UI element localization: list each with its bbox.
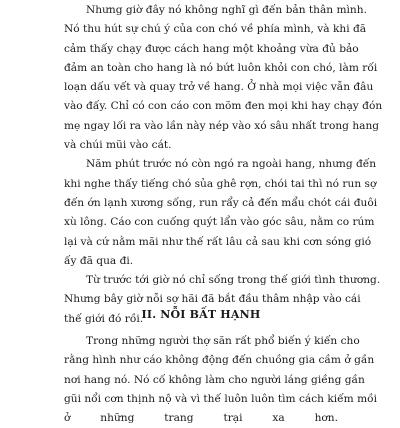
text-line: thế giới đó rồi.	[64, 312, 144, 325]
text-line: Từ trước tới giờ nó chỉ sống trong thế giới tình thương.	[86, 274, 381, 287]
chapter-text-part-1	[64, 1, 383, 329]
text-line: lại và cứ nằm mãi như thế rất lâu cả sau khi cơn sóng gió	[64, 235, 372, 248]
text-line: gũi nổi cơn thịnh nộ và vì thế luôn luôn tìm cách kiếm mồi	[64, 392, 377, 405]
text-line: cảm thấy chạy được cách hang một khoảng vừa đủ bảo	[64, 42, 359, 55]
text-line: nơi hang nó. Nó cố không làm cho người láng giềng gần	[64, 373, 365, 386]
text-line: Nó thu hút sự chú ý của con chó về phía mình, và khi đã	[64, 23, 367, 36]
text-line: vào đấy. Chỉ có con cáo con mõm đen mọi khi hay chạy đón	[64, 100, 383, 113]
text-line: khi nghe thấy tiếng chó sủa ghê rợn, chói tai thì nó run sợ	[64, 177, 377, 190]
text-line: đến ớn lạnh xương sống, run rẩy cả đến mẩu chót cái đuôi	[64, 196, 378, 209]
section-heading: II. NỖI BẤT HẠNH	[141, 308, 261, 321]
text-line: Năm phút trước nó còn ngó ra ngoài hang, nhưng đến	[86, 158, 377, 171]
text-line: ở những trang trại xa hơn.	[64, 412, 338, 425]
text-line: ấy đã qua đi.	[64, 254, 134, 267]
text-line: xù lông. Cáo con cuống quýt lẩn vào góc sâu, nằm co rúm	[64, 216, 375, 229]
text-line: mẹ ngay lối ra vào lần này nép vào xó sâu nhất trong hang	[64, 119, 380, 132]
text-line: loạn dấu vết và quay trở về hang. Ở nhà mọi việc vẫn đâu	[64, 81, 374, 94]
text-line: Nhưng bây giờ nỗi sợ hãi đã bắt đầu thâm nhập vào cái	[64, 293, 361, 306]
text-line: đảm an toàn cho hang là nó bứt luôn khỏi con chó, làm rối	[64, 61, 378, 74]
text-line: Trong những người thợ săn rất phổ biến ý kiến cho	[86, 335, 360, 347]
text-line: Nhưng giờ đây nó không nghĩ gì đến bản thân mình.	[86, 4, 367, 16]
text-line: rằng hình như cáo không động đến chuồng gia cầm ở gần	[64, 354, 375, 367]
text-line: và chúi mũi vào cát.	[64, 139, 172, 152]
chapter-text-part-2	[64, 332, 377, 428]
